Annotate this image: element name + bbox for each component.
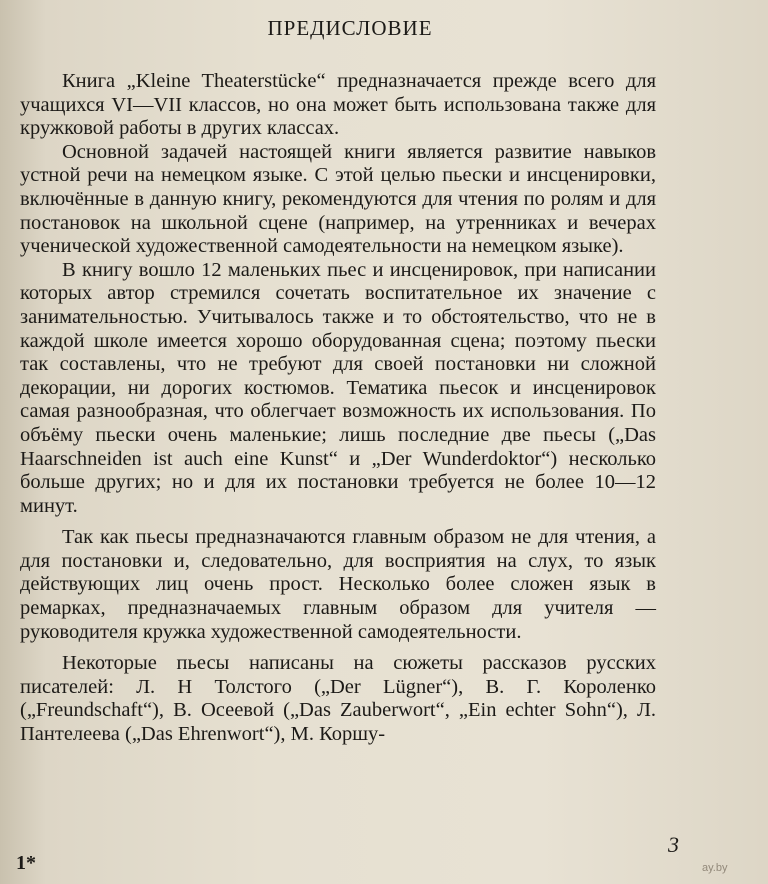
paragraph-4: Так как пьесы предназначаются главным образом не для чтения, а для постановки и, следовательно, для восприятия на слух, то язык действующих лиц очень прост. Несколько более сложен язык в ремарках, предназначаемых главным образом для учителя — руководителя кружка художественной самодеятельности. xyxy=(20,526,656,643)
site-watermark: ay.by xyxy=(702,862,728,874)
paragraph-3: В книгу вошло 12 маленьких пьес и инсценировок, при написании которых автор стремился сочетать воспитательное их значение с занимательностью. Учитывалось также и то обстоятельство, что не в каждой школе имеется хорошо оборудованная сцена; поэтому пьески так составлены, что не требуют для своей постановки ни сложной декорации, ни дорогих костюмов. Тематика пьесок и инсценировок самая разнообразная, что облегчает возможность их использования. По объёму пьески очень маленькие; лишь последние две пьесы („Das Haarschneiden ist auch eine Kunst“ и „Der Wunderdoktor“) несколько больше других; но и для их постановки требуется не более 10—12 минут. xyxy=(20,258,656,517)
paragraph-5: Некоторые пьесы написаны на сюжеты рассказов русских писателей: Л. Н Толстого („Der Lügner“), В. Г. Короленко („Freundschaft“), В. Осеевой („Das Zauberwort“, „Ein echter Sohn“), Л. Пантелеева („Das Ehrenwort“), М. Коршу- xyxy=(20,652,656,746)
preface-body xyxy=(20,70,656,747)
preface-heading: ПРЕДИСЛОВИЕ xyxy=(267,16,433,40)
printer-signature-mark: 1* xyxy=(16,852,36,874)
paragraph-1: Книга „Kleine Theaterstücke“ предназначается прежде всего для учащихся VI—VII классов, но она может быть использована также для кружковой работы в других классах. xyxy=(20,70,656,140)
page-number: 3 xyxy=(668,832,679,857)
paragraph-2: Основной задачей настоящей книги является развитие навыков устной речи на немецком языке. С этой целью пьески и инсценировки, включённые в данную книгу, рекомендуются для чтения по ролям и для постановок на школьной сцене (например, на утренниках и вечерах ученической художественной самодеятельности на немецком языке). xyxy=(20,140,656,258)
